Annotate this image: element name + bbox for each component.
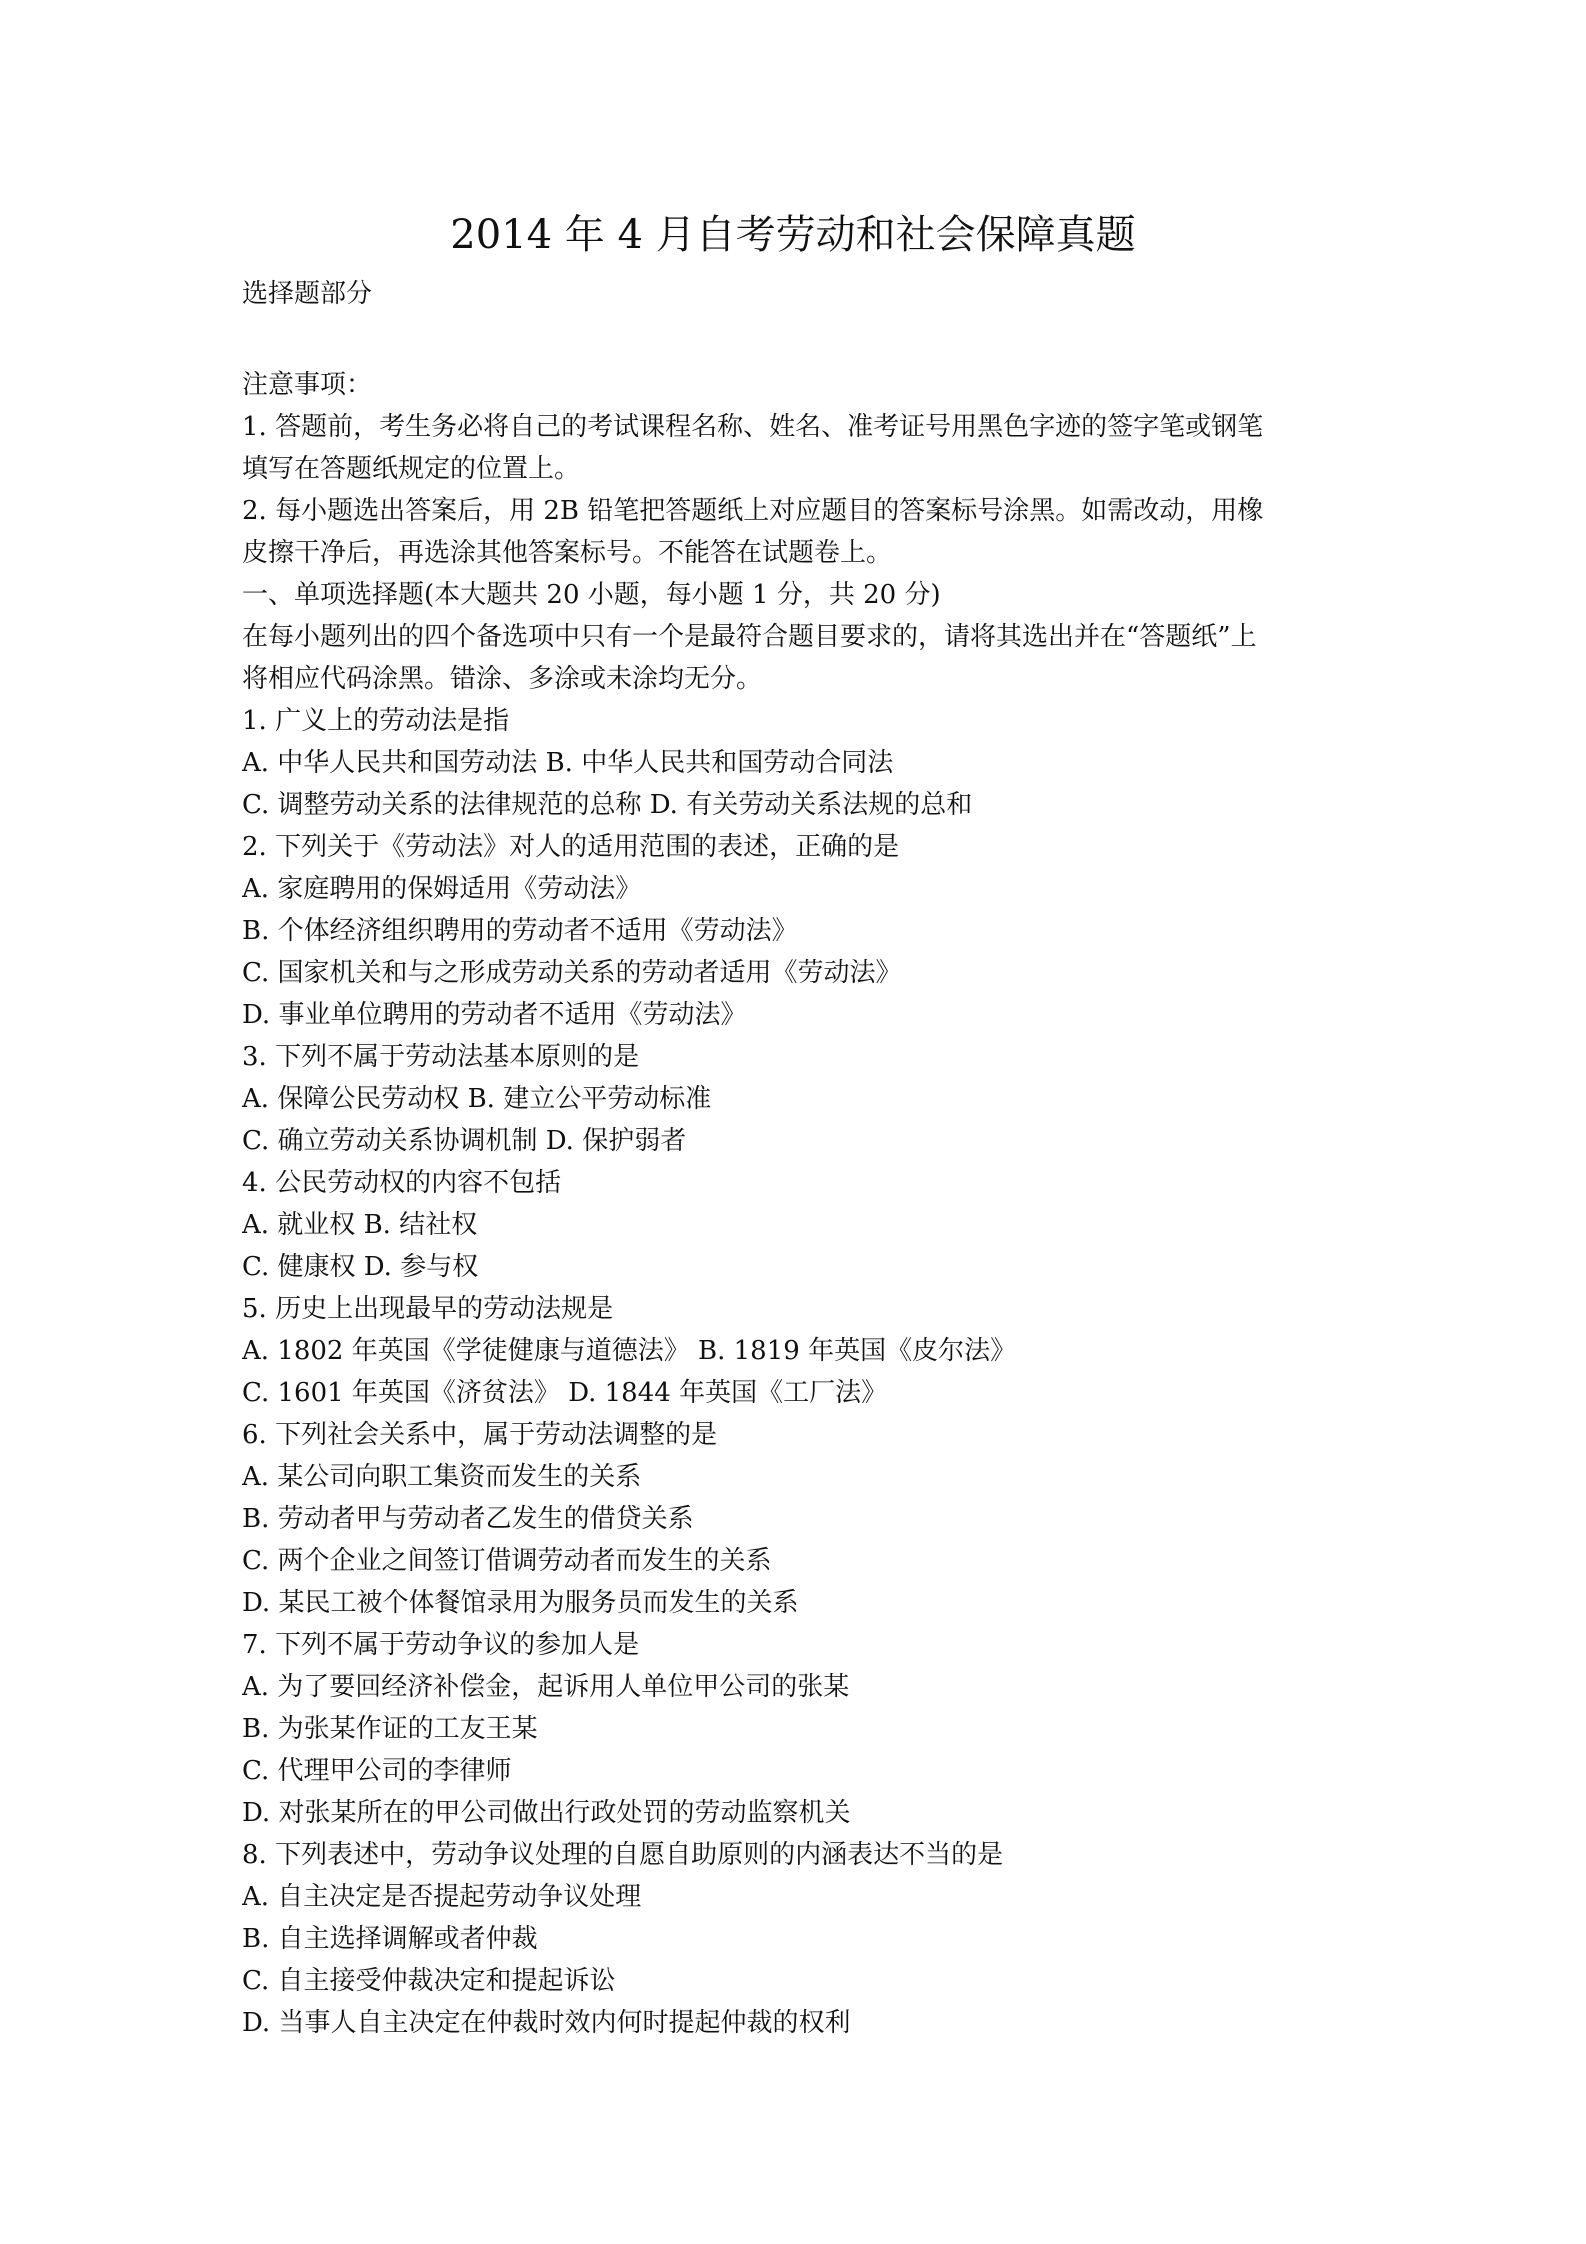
text-line: D. 对张某所在的甲公司做出行政处罚的劳动监察机关 — [242, 1798, 851, 1828]
text-line: A. 为了要回经济补偿金，起诉用人单位甲公司的张某 — [242, 1672, 850, 1702]
text-line: A. 某公司向职工集资而发生的关系 — [242, 1462, 642, 1492]
text-line: 在每小题列出的四个备选项中只有一个是最符合题目要求的，请将其选出并在“答题纸”上 — [242, 622, 1257, 652]
text-line: A. 中华人民共和国劳动法 B. 中华人民共和国劳动合同法 — [242, 748, 894, 778]
text-line: B. 为张某作证的工友王某 — [242, 1714, 538, 1744]
document-title: 2014 年 4 月自考劳动和社会保障真题 — [450, 212, 1136, 258]
text-line: C. 自主接受仲裁决定和提起诉讼 — [242, 1966, 616, 1996]
text-line: C. 国家机关和与之形成劳动关系的劳动者适用《劳动法》 — [242, 958, 902, 988]
text-line: D. 事业单位聘用的劳动者不适用《劳动法》 — [242, 1000, 747, 1030]
text-line: C. 1601 年英国《济贫法》 D. 1844 年英国《工厂法》 — [242, 1378, 888, 1408]
text-line: 将相应代码涂黑。错涂、多涂或未涂均无分。 — [242, 664, 763, 694]
text-line: 7. 下列不属于劳动争议的参加人是 — [242, 1630, 640, 1660]
text-line: 注意事项： — [242, 370, 373, 400]
text-line: D. 某民工被个体餐馆录用为服务员而发生的关系 — [242, 1588, 799, 1618]
text-line: 皮擦干净后，再选涂其他答案标号。不能答在试题卷上。 — [242, 538, 893, 568]
text-line: C. 健康权 D. 参与权 — [242, 1252, 479, 1282]
text-line: 4. 公民劳动权的内容不包括 — [242, 1168, 562, 1198]
text-line: 一、单项选择题(本大题共 20 小题，每小题 1 分，共 20 分) — [242, 580, 941, 610]
text-line: 5. 历史上出现最早的劳动法规是 — [242, 1294, 614, 1324]
text-line: A. 就业权 B. 结社权 — [242, 1210, 478, 1240]
text-line: B. 劳动者甲与劳动者乙发生的借贷关系 — [242, 1504, 694, 1534]
text-line: 1. 答题前，考生务必将自己的考试课程名称、姓名、准考证号用黑色字迹的签字笔或钢笔 — [242, 412, 1264, 442]
text-line: B. 自主选择调解或者仲裁 — [242, 1924, 538, 1954]
text-line: C. 确立劳动关系协调机制 D. 保护弱者 — [242, 1126, 687, 1156]
text-line: 2. 下列关于《劳动法》对人的适用范围的表述，正确的是 — [242, 832, 900, 862]
text-line: 1. 广义上的劳动法是指 — [242, 706, 510, 736]
text-line: A. 自主决定是否提起劳动争议处理 — [242, 1882, 642, 1912]
text-line: A. 1802 年英国《学徒健康与道德法》 B. 1819 年英国《皮尔法》 — [242, 1336, 1017, 1366]
part-label: 选择题部分 — [242, 279, 373, 309]
text-line: C. 调整劳动关系的法律规范的总称 D. 有关劳动关系法规的总和 — [242, 790, 973, 820]
text-line: C. 两个企业之间签订借调劳动者而发生的关系 — [242, 1546, 772, 1576]
text-line: 填写在答题纸规定的位置上。 — [242, 454, 581, 484]
text-line: 2. 每小题选出答案后，用 2B 铅笔把答题纸上对应题目的答案标号涂黑。如需改动，用橡 — [242, 496, 1264, 526]
text-line: B. 个体经济组织聘用的劳动者不适用《劳动法》 — [242, 916, 798, 946]
text-line: 8. 下列表述中，劳动争议处理的自愿自助原则的内涵表达不当的是 — [242, 1840, 1004, 1870]
text-line: D. 当事人自主决定在仲裁时效内何时提起仲裁的权利 — [242, 2008, 851, 2038]
text-line: A. 保障公民劳动权 B. 建立公平劳动标准 — [242, 1084, 712, 1114]
text-line: 6. 下列社会关系中，属于劳动法调整的是 — [242, 1420, 718, 1450]
text-line: 3. 下列不属于劳动法基本原则的是 — [242, 1042, 640, 1072]
document-body — [242, 364, 1362, 2044]
text-line: C. 代理甲公司的李律师 — [242, 1756, 512, 1786]
text-line: A. 家庭聘用的保姆适用《劳动法》 — [242, 874, 642, 904]
